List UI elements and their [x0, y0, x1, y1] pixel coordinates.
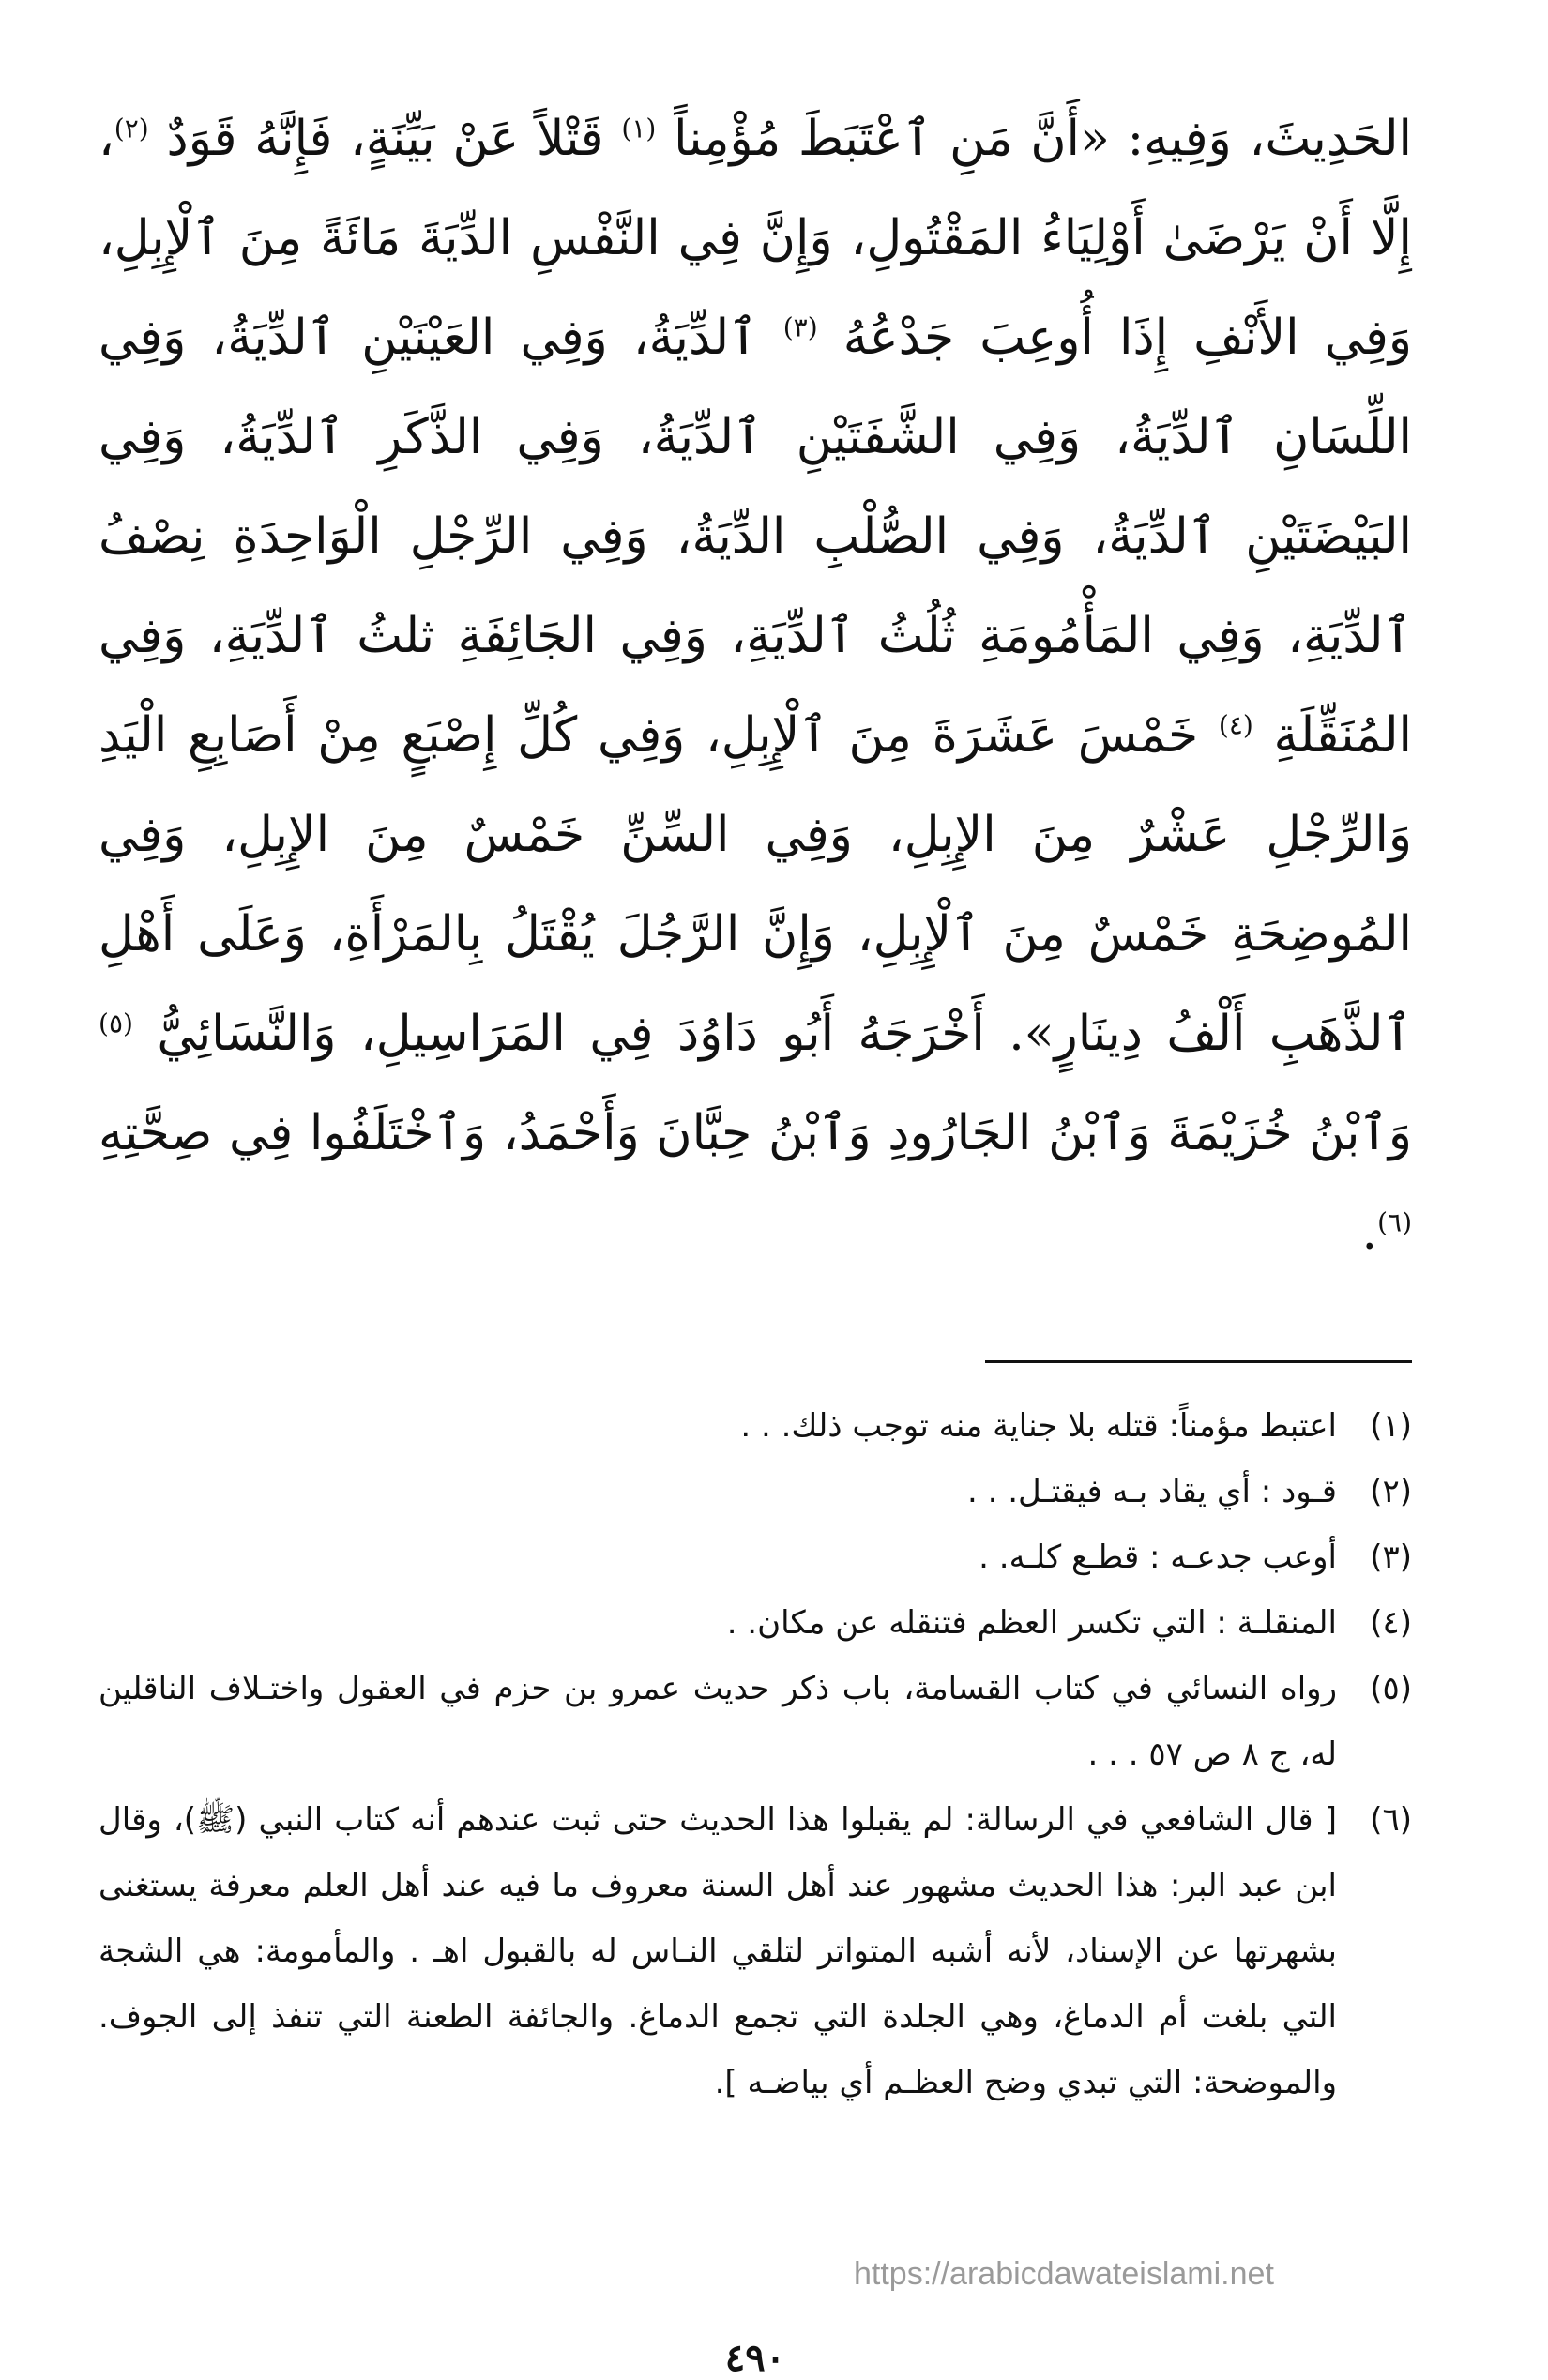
page — [99, 89, 1413, 2380]
footnote-number: (١) — [1370, 1407, 1412, 1445]
main-text-segment: قَتْلاً عَنْ بَيِّنَةٍ، فَإِنَّهُ قَوَدٌ — [148, 111, 622, 167]
footnote-item — [99, 1787, 1412, 2115]
footnote-ref-2[interactable]: (٢) — [114, 113, 149, 144]
main-text-segment: ٱلدِّيَةُ، وَفِي العَيْنَيْنِ ٱلدِّيَةُ، وَفِي اللِّسَانِ ٱلدِّيَةُ، وَفِي الشَّفَتَيْنِ ٱلدِّيَةُ، وَفِي الذَّكَرِ ٱلدِّيَةُ، وَفِي البَيْضَتَيْنِ ٱلدِّيَةُ، وَفِي الصُّلْبِ الدِّيَةُ، وَفِي الرِّجْلِ الْوَاحِدَةِ نِصْفُ ٱلدِّيَةِ، وَفِي المَأْمُومَةِ ثُلُثُ ٱلدِّيَةِ، وَفِي الجَائِفَةِ ثلثُ ٱلدِّيَةِ، وَفِي المُنَقِّلَةِ — [99, 310, 1412, 764]
footnote-text: رواه النسائي في كتاب القسامة، باب ذكر حديث عمرو بن حزم في العقول واختـلاف الناقلين له، ج ٨ ص ٥٧ . . . — [99, 1670, 1337, 1773]
footnote-number: (٦) — [1370, 1801, 1412, 1839]
footnote-ref-6[interactable]: (٦) — [1377, 1206, 1412, 1238]
footnote-item — [99, 1590, 1412, 1656]
footnote-text: قـود : أي يقاد بـه فيقتـل. . . — [966, 1473, 1337, 1510]
footnote-item — [99, 1393, 1412, 1459]
footnote-text: اعتبط مؤمناً: قتله بلا جناية منه توجب ذلك. . . — [740, 1407, 1337, 1445]
footnote-text: المنقلـة : التي تكسر العظم فتنقله عن مكان. . — [726, 1604, 1337, 1642]
footnote-text: أوعب جدعـه : قطـع كلـه. . — [979, 1539, 1337, 1576]
footnote-item — [99, 1524, 1412, 1590]
footnote-item — [99, 1459, 1412, 1524]
page-number: ٤٩٠ — [724, 2336, 786, 2380]
footnote-number: (٢) — [1370, 1473, 1412, 1510]
main-text-segment: خَمْسَ عَشَرَةَ مِنَ ٱلْإِبِلِ، وَفِي كُلِّ إِصْبَعٍ مِنْ أَصَابِعِ الْيَدِ وَالرِّجْلِ عَشْرٌ مِنَ الإِبِلِ، وَفِي السِّنِّ خَمْسٌ مِنَ الإِبِلِ، وَفِي المُوضِحَةِ خَمْسٌ مِنَ ٱلْإِبِلِ، وَإِنَّ الرَّجُلَ يُقْتَلُ بِالمَرْأَةِ، وَعَلَى أَهْلِ ٱلذَّهَبِ أَلْفُ دِينَارٍ». أَخْرَجَهُ أَبُو دَاوُدَ فِي المَرَاسِيلِ، وَالنَّسَائِيُّ — [99, 707, 1412, 1062]
footnote-ref-5[interactable]: (٥) — [99, 1008, 133, 1039]
main-text-segment: وَٱبْنُ خُزَيْمَةَ وَٱبْنُ الجَارُودِ وَٱبْنُ حِبَّانَ وَأَحْمَدُ، وَٱخْتَلَفُوا فِي صِحَّتِهِ — [99, 1105, 1412, 1161]
footnote-number: (٤) — [1370, 1604, 1412, 1642]
footnote-ref-1[interactable]: (١) — [621, 113, 657, 144]
footnote-text: [ قال الشافعي في الرسالة: لم يقبلوا هذا الحديث حتى ثبت عندهم أنه كتاب النبي (ﷺ)، وقال ابن عبد البر: هذا الحديث مشهور عند أهل السنة معروف ما فيه عند أهل العلم معرفة يستغنى بشهرتها عن الإسناد، لأنه أشبه المتواتر لتلقي النـاس له بالقبول اهـ . والمأمومة: هي الشجة التي بلغت أم الدماغ، وهي الجلدة التي تجمع الدماغ. والجائفة الطعنة التي تنفذ إلى الجوف. والموضحة: التي تبدي وضح العظـم أي بياضـه ]. — [99, 1801, 1337, 2101]
main-text-segment: الحَدِيثَ، وَفِيهِ: «أَنَّ مَنِ ٱعْتَبَطَ مُؤْمِناً — [656, 111, 1413, 167]
main-text-segment: . — [1361, 1205, 1378, 1261]
footnote-number: (٥) — [1370, 1670, 1412, 1707]
footnote-ref-4[interactable]: (٤) — [1218, 709, 1253, 741]
main-text-segment: ، إِلَّا أَنْ يَرْضَىٰ أَوْلِيَاءُ المَقْتُولِ، وَإِنَّ فِي النَّفْسِ الدِّيَةَ مَائَةً مِنَ ٱلْإِبِلِ، وَفِي الأَنْفِ إِذَا أُوعِبَ جَدْعُهُ — [99, 111, 1412, 366]
main-text — [99, 89, 1412, 1282]
footnotes-list — [99, 1393, 1412, 2115]
footnote-separator — [985, 1360, 1412, 1363]
footnote-number: (٣) — [1370, 1539, 1412, 1576]
watermark-url: https://arabicdawateislami.net — [854, 2256, 1274, 2292]
footnote-ref-3[interactable]: (٣) — [782, 311, 818, 343]
footnote-item — [99, 1656, 1412, 1787]
